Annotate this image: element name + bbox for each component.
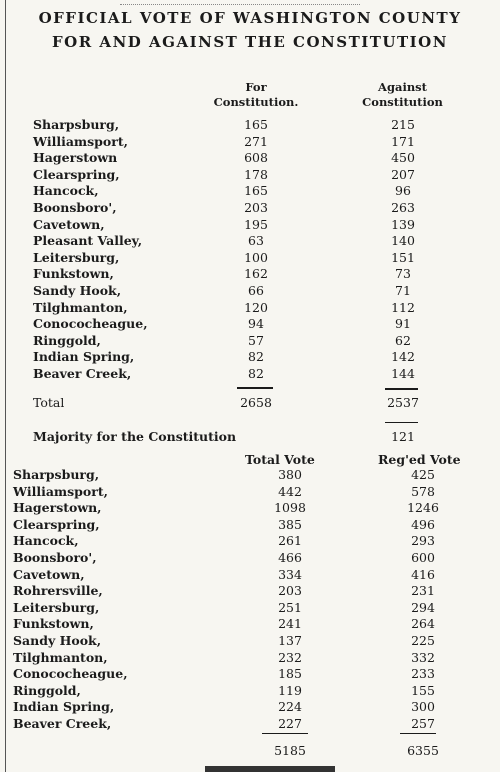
against-value: 144 xyxy=(391,366,415,381)
district-name: Hancock, xyxy=(13,533,79,549)
total-label: Total xyxy=(33,395,65,410)
for-value: 120 xyxy=(244,299,268,315)
table-row xyxy=(0,134,500,151)
registered-vote-value: 416 xyxy=(411,566,435,582)
total-rule-for xyxy=(237,387,273,389)
district-name: Sandy Hook, xyxy=(13,633,102,648)
registered-vote-value: 300 xyxy=(411,699,435,715)
total-vote-value: 442 xyxy=(278,483,302,499)
district-name: Hancock, xyxy=(33,183,99,199)
registered-vote-value: 600 xyxy=(411,550,435,565)
table-row xyxy=(0,183,500,200)
table-row xyxy=(0,650,500,667)
header-registered-vote: Reg'ed Vote xyxy=(378,452,461,467)
registered-vote-value: 233 xyxy=(411,666,435,682)
total-rule-against xyxy=(385,388,418,390)
table-row xyxy=(0,633,500,650)
table-row xyxy=(0,167,500,184)
district-name: Cavetown, xyxy=(33,216,105,232)
total-vote-value: 251 xyxy=(278,599,302,615)
against-value: 171 xyxy=(391,133,415,149)
for-value: 63 xyxy=(248,233,264,249)
total-rule-totalvote xyxy=(262,733,308,734)
registered-vote-sum: 6355 xyxy=(407,743,439,758)
district-name: Tilghmanton, xyxy=(33,299,128,315)
table-row xyxy=(0,567,500,584)
district-name: Conococheague, xyxy=(33,316,148,332)
total-vote-value: 203 xyxy=(278,583,302,599)
district-name: Tilghmanton, xyxy=(13,649,108,665)
for-value: 178 xyxy=(244,166,268,182)
page-title: OFFICIAL VOTE OF WASHINGTON COUNTY xyxy=(38,9,462,27)
registered-vote-value: 496 xyxy=(411,516,435,532)
against-value: 450 xyxy=(391,150,415,166)
table-row xyxy=(0,150,500,167)
total-vote-value: 119 xyxy=(278,682,302,698)
against-value: 71 xyxy=(395,283,411,298)
district-name: Indian Spring, xyxy=(33,349,135,365)
table-row xyxy=(0,517,500,534)
table-row xyxy=(0,583,500,600)
total-vote-value: 261 xyxy=(278,533,302,549)
table-row xyxy=(0,484,500,501)
table-row xyxy=(0,300,500,317)
district-name: Clearspring, xyxy=(33,166,120,182)
clipped-header-edge xyxy=(120,0,360,5)
against-value: 151 xyxy=(391,249,415,265)
against-value: 73 xyxy=(395,266,411,282)
total-vote-value: 334 xyxy=(278,566,302,582)
for-value: 195 xyxy=(244,216,268,232)
header-total-vote: Total Vote xyxy=(245,452,315,467)
district-name: Beaver Creek, xyxy=(13,716,112,731)
table-row xyxy=(0,533,500,550)
against-value: 263 xyxy=(391,200,415,215)
total-vote-value: 185 xyxy=(278,666,302,682)
registered-vote-value: 293 xyxy=(411,533,435,549)
for-value: 94 xyxy=(248,316,264,332)
for-value: 57 xyxy=(248,332,264,348)
for-value: 162 xyxy=(244,266,268,282)
table-row xyxy=(0,500,500,517)
majority-value: 121 xyxy=(391,429,415,444)
against-value: 139 xyxy=(391,216,415,232)
table-row xyxy=(0,117,500,134)
table-row xyxy=(0,283,500,300)
district-name: Cavetown, xyxy=(13,566,85,582)
district-name: Boonsboro', xyxy=(13,550,97,565)
total-vote-value: 380 xyxy=(278,467,302,482)
total-vote-value: 227 xyxy=(278,716,302,731)
for-value: 82 xyxy=(248,366,264,381)
against-value: 142 xyxy=(391,349,415,365)
total-vote-value: 466 xyxy=(278,550,302,565)
total-row xyxy=(0,395,500,412)
total-against: 2537 xyxy=(387,395,419,410)
registered-vote-value: 294 xyxy=(411,599,435,615)
registered-vote-value: 257 xyxy=(411,716,435,731)
total-vote-value: 385 xyxy=(278,516,302,532)
district-name: Hagerstown, xyxy=(13,500,102,516)
for-value: 100 xyxy=(244,249,268,265)
district-name: Funkstown, xyxy=(33,266,114,282)
district-name: Conococheague, xyxy=(13,666,128,682)
table-row xyxy=(0,233,500,250)
table-row xyxy=(0,467,500,484)
total-vote-value: 137 xyxy=(278,633,302,648)
table-row xyxy=(0,200,500,217)
total-for: 2658 xyxy=(240,395,272,410)
for-value: 66 xyxy=(248,283,264,298)
district-name: Ringgold, xyxy=(33,332,101,348)
table-row xyxy=(0,699,500,716)
total-vote-sum: 5185 xyxy=(274,743,306,758)
total-vote-value: 1098 xyxy=(274,500,306,516)
registered-vote-value: 425 xyxy=(411,467,435,482)
district-name: Clearspring, xyxy=(13,516,100,532)
registered-vote-value: 225 xyxy=(411,633,435,648)
district-name: Williamsport, xyxy=(33,133,128,149)
table-row xyxy=(0,333,500,350)
registered-vote-value: 155 xyxy=(411,682,435,698)
registered-vote-value: 332 xyxy=(411,649,435,665)
registered-vote-value: 578 xyxy=(411,483,435,499)
bottom-rule xyxy=(205,766,335,772)
header-against-constitution: Against Constitution xyxy=(362,80,443,109)
table-row xyxy=(0,217,500,234)
district-name: Boonsboro', xyxy=(33,200,117,215)
against-value: 140 xyxy=(391,233,415,249)
table-row xyxy=(0,316,500,333)
for-value: 203 xyxy=(244,200,268,215)
against-value: 91 xyxy=(395,316,411,332)
district-name: Williamsport, xyxy=(13,483,108,499)
district-name: Pleasant Valley, xyxy=(33,233,143,249)
district-name: Beaver Creek, xyxy=(33,366,132,381)
table-row xyxy=(0,600,500,617)
district-name: Leitersburg, xyxy=(33,249,120,265)
district-name: Sandy Hook, xyxy=(33,283,122,298)
total-vote-value: 232 xyxy=(278,649,302,665)
table-row xyxy=(0,349,500,366)
registered-vote-value: 264 xyxy=(411,616,435,632)
against-value: 62 xyxy=(395,332,411,348)
for-value: 608 xyxy=(244,150,268,166)
table-row xyxy=(0,683,500,700)
district-name: Hagerstown xyxy=(33,150,118,166)
for-value: 82 xyxy=(248,349,264,365)
registered-vote-value: 1246 xyxy=(407,500,439,516)
district-name: Sharpsburg, xyxy=(33,117,120,132)
header-for-constitution: For Constitution. xyxy=(213,80,299,109)
against-value: 96 xyxy=(395,183,411,199)
against-value: 207 xyxy=(391,166,415,182)
majority-label: Majority for the Constitution xyxy=(33,429,237,444)
district-name: Rohrersville, xyxy=(13,583,103,599)
district-name: Leitersburg, xyxy=(13,599,100,615)
table-row xyxy=(0,550,500,567)
table-row xyxy=(0,250,500,267)
for-value: 165 xyxy=(244,117,268,132)
against-value: 215 xyxy=(391,117,415,132)
for-value: 165 xyxy=(244,183,268,199)
district-name: Sharpsburg, xyxy=(13,467,100,482)
table-row xyxy=(0,266,500,283)
total-rule-regvote xyxy=(400,733,436,734)
for-value: 271 xyxy=(244,133,268,149)
against-value: 112 xyxy=(391,299,415,315)
total-vote-value: 224 xyxy=(278,699,302,715)
total-vote-value: 241 xyxy=(278,616,302,632)
district-name: Funkstown, xyxy=(13,616,94,632)
district-name: Indian Spring, xyxy=(13,699,115,715)
table-row xyxy=(0,616,500,633)
district-name: Ringgold, xyxy=(13,682,81,698)
table-row xyxy=(0,666,500,683)
table-row xyxy=(0,366,500,383)
table-row xyxy=(0,716,500,733)
majority-rule xyxy=(385,422,418,423)
page-subtitle: FOR AND AGAINST THE CONSTITUTION xyxy=(52,33,448,51)
table2-total-row xyxy=(0,743,500,760)
registered-vote-value: 231 xyxy=(411,583,435,599)
